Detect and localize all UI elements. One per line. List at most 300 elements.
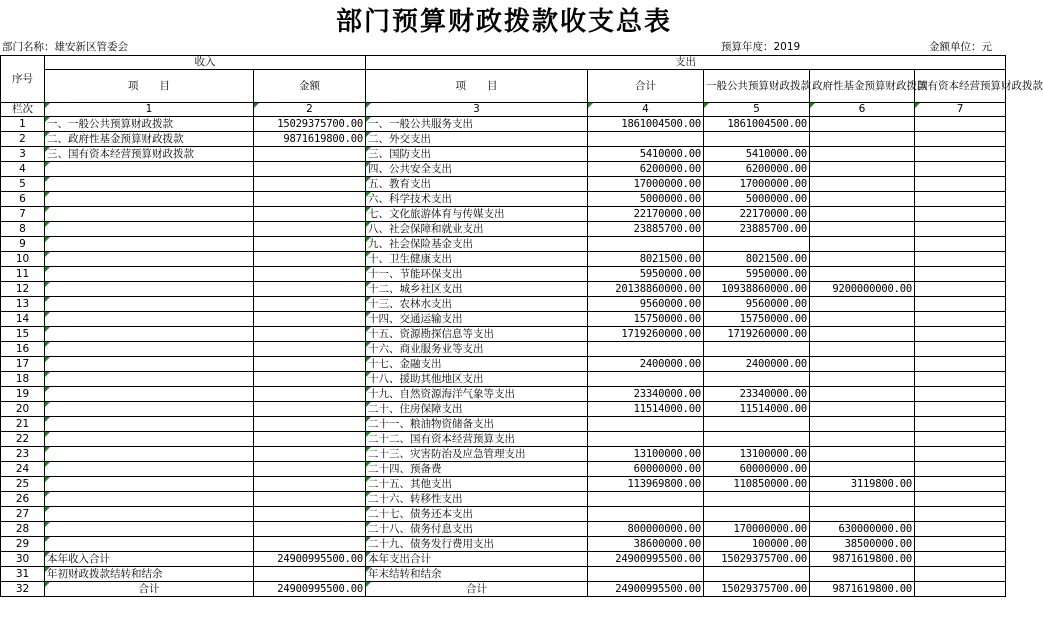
table-row [1, 222, 1006, 237]
expense-item-cell[interactable]: 十一、节能环保支出 [366, 267, 588, 282]
income-amount-cell[interactable] [254, 192, 366, 207]
col-label-cell[interactable]: 栏次 [1, 103, 45, 117]
table-row [1, 342, 1006, 357]
table-row [1, 432, 1006, 447]
income-amount-cell[interactable] [254, 492, 366, 507]
expense-item-cell[interactable]: 二十八、债务付息支出 [366, 522, 588, 537]
income-amount-cell[interactable] [254, 357, 366, 372]
income-item-cell[interactable] [45, 507, 254, 522]
income-item-cell[interactable] [45, 402, 254, 417]
general-amount-cell[interactable] [704, 237, 810, 252]
soe-amount-cell[interactable] [915, 237, 1006, 252]
expense-item-cell[interactable]: 七、文化旅游体育与传媒支出 [366, 207, 588, 222]
expense-item-cell[interactable]: 五、教育支出 [366, 177, 588, 192]
total-amount-cell[interactable]: 15750000.00 [588, 312, 704, 327]
general-budget-header[interactable]: 一般公共预算财政拨款 [704, 70, 810, 103]
col-number-cell[interactable]: 2 [254, 103, 366, 117]
row-seq-cell[interactable]: 26 [1, 492, 45, 507]
total-amount-cell[interactable]: 38600000.00 [588, 537, 704, 552]
income-item-cell[interactable] [45, 477, 254, 492]
fund-amount-cell[interactable]: 3119800.00 [810, 477, 915, 492]
income-item-cell[interactable] [45, 207, 254, 222]
total-amount-cell[interactable]: 13100000.00 [588, 447, 704, 462]
fund-amount-cell[interactable] [810, 237, 915, 252]
general-amount-cell[interactable]: 1861004500.00 [704, 117, 810, 132]
soe-amount-cell[interactable] [915, 282, 1006, 297]
income-item-cell[interactable] [45, 432, 254, 447]
income-amount-cell[interactable] [254, 402, 366, 417]
row-seq-cell[interactable]: 1 [1, 117, 45, 132]
soe-amount-cell[interactable] [915, 582, 1006, 597]
fund-amount-cell[interactable] [810, 462, 915, 477]
income-amount-cell[interactable] [254, 237, 366, 252]
table-row [1, 162, 1006, 177]
income-amount-cell[interactable] [254, 372, 366, 387]
fund-amount-cell[interactable] [810, 417, 915, 432]
table-row [1, 567, 1006, 582]
expense-item-cell[interactable]: 合计 [366, 582, 588, 597]
row-seq-cell[interactable]: 31 [1, 567, 45, 582]
income-item-cell[interactable] [45, 327, 254, 342]
income-item-cell[interactable] [45, 177, 254, 192]
income-item-cell[interactable] [45, 237, 254, 252]
soe-amount-cell[interactable] [915, 417, 1006, 432]
table-row [1, 417, 1006, 432]
expense-item-cell[interactable]: 十八、援助其他地区支出 [366, 372, 588, 387]
row-seq-cell[interactable]: 32 [1, 582, 45, 597]
expense-item-cell[interactable]: 十九、自然资源海洋气象等支出 [366, 387, 588, 402]
income-amount-cell[interactable] [254, 327, 366, 342]
general-amount-cell[interactable]: 23885700.00 [704, 222, 810, 237]
income-amount-cell[interactable] [254, 297, 366, 312]
row-seq-cell[interactable]: 20 [1, 402, 45, 417]
total-amount-cell[interactable]: 22170000.00 [588, 207, 704, 222]
table-row [1, 462, 1006, 477]
row-seq-cell[interactable]: 5 [1, 177, 45, 192]
general-amount-cell[interactable]: 22170000.00 [704, 207, 810, 222]
fund-amount-cell[interactable] [810, 147, 915, 162]
soe-amount-cell[interactable] [915, 522, 1006, 537]
row-seq-cell[interactable]: 12 [1, 282, 45, 297]
expense-item-cell[interactable]: 十六、商业服务业等支出 [366, 342, 588, 357]
total-amount-cell[interactable]: 23885700.00 [588, 222, 704, 237]
income-item-cell[interactable]: 一、一般公共预算财政拨款 [45, 117, 254, 132]
income-amount-cell[interactable] [254, 477, 366, 492]
soe-amount-cell[interactable] [915, 387, 1006, 402]
income-amount-cell[interactable] [254, 462, 366, 477]
col-number-cell[interactable]: 6 [810, 103, 915, 117]
soe-amount-cell[interactable] [915, 327, 1006, 342]
general-amount-cell[interactable]: 2400000.00 [704, 357, 810, 372]
expense-item-cell[interactable]: 二十五、其他支出 [366, 477, 588, 492]
income-item-cell[interactable] [45, 417, 254, 432]
soe-amount-cell[interactable] [915, 492, 1006, 507]
soe-amount-cell[interactable] [915, 537, 1006, 552]
total-amount-cell[interactable] [588, 417, 704, 432]
fund-amount-cell[interactable] [810, 492, 915, 507]
expense-item-cell[interactable]: 十二、城乡社区支出 [366, 282, 588, 297]
fund-amount-cell[interactable] [810, 507, 915, 522]
general-amount-cell[interactable] [704, 432, 810, 447]
income-item-cell[interactable] [45, 387, 254, 402]
fund-amount-cell[interactable] [810, 117, 915, 132]
income-item-cell[interactable] [45, 267, 254, 282]
row-seq-cell[interactable]: 18 [1, 372, 45, 387]
soe-amount-cell[interactable] [915, 132, 1006, 147]
currency-unit: 金额单位：元 [929, 41, 992, 53]
income-item-header[interactable]: 项 目 [45, 70, 254, 103]
soe-budget-header[interactable]: 国有资本经营预算财政拨款 [915, 70, 1006, 103]
income-item-cell[interactable]: 年初财政拨款结转和结余 [45, 567, 254, 582]
income-group-header[interactable]: 收入 [45, 56, 366, 70]
general-amount-cell[interactable]: 8021500.00 [704, 252, 810, 267]
income-amount-cell[interactable]: 15029375700.00 [254, 117, 366, 132]
soe-amount-cell[interactable] [915, 342, 1006, 357]
general-amount-cell[interactable] [704, 507, 810, 522]
total-amount-cell[interactable]: 1719260000.00 [588, 327, 704, 342]
fund-amount-cell[interactable]: 38500000.00 [810, 537, 915, 552]
row-seq-cell[interactable]: 30 [1, 552, 45, 567]
income-item-cell[interactable] [45, 222, 254, 237]
fund-budget-header[interactable]: 政府性基金预算财政拨款 [810, 70, 915, 103]
general-amount-cell[interactable]: 10938860000.00 [704, 282, 810, 297]
col-number-cell[interactable]: 7 [915, 103, 1006, 117]
col-number-cell[interactable]: 1 [45, 103, 254, 117]
row-seq-cell[interactable]: 7 [1, 207, 45, 222]
total-amount-cell[interactable] [588, 372, 704, 387]
fund-amount-cell[interactable] [810, 327, 915, 342]
expense-item-cell[interactable]: 二十九、债务发行费用支出 [366, 537, 588, 552]
table-row [1, 492, 1006, 507]
table-row [1, 522, 1006, 537]
total-amount-cell[interactable]: 9560000.00 [588, 297, 704, 312]
income-amount-header[interactable]: 金额 [254, 70, 366, 103]
expense-item-cell[interactable]: 六、科学技术支出 [366, 192, 588, 207]
table-row [1, 117, 1006, 132]
row-seq-cell[interactable]: 23 [1, 447, 45, 462]
table-row [1, 267, 1006, 282]
general-amount-cell[interactable]: 170000000.00 [704, 522, 810, 537]
income-amount-cell[interactable] [254, 252, 366, 267]
soe-amount-cell[interactable] [915, 402, 1006, 417]
income-amount-cell[interactable] [254, 282, 366, 297]
general-amount-cell[interactable] [704, 342, 810, 357]
fund-amount-cell[interactable]: 9871619800.00 [810, 552, 915, 567]
income-amount-cell[interactable] [254, 507, 366, 522]
expense-item-cell[interactable]: 二十六、转移性支出 [366, 492, 588, 507]
expense-item-cell[interactable]: 二十七、债务还本支出 [366, 507, 588, 522]
total-amount-cell[interactable]: 17000000.00 [588, 177, 704, 192]
general-amount-cell[interactable]: 5410000.00 [704, 147, 810, 162]
income-amount-cell[interactable] [254, 267, 366, 282]
fund-amount-cell[interactable] [810, 372, 915, 387]
soe-amount-cell[interactable] [915, 222, 1006, 237]
income-amount-cell[interactable] [254, 222, 366, 237]
general-amount-cell[interactable]: 9560000.00 [704, 297, 810, 312]
income-item-cell[interactable]: 三、国有资本经营预算财政拨款 [45, 147, 254, 162]
income-item-cell[interactable]: 合计 [45, 582, 254, 597]
total-amount-cell[interactable] [588, 132, 704, 147]
row-seq-cell[interactable]: 28 [1, 522, 45, 537]
row-seq-cell[interactable]: 16 [1, 342, 45, 357]
expense-item-cell[interactable]: 四、公共安全支出 [366, 162, 588, 177]
general-amount-cell[interactable]: 15029375700.00 [704, 582, 810, 597]
general-amount-cell[interactable]: 110850000.00 [704, 477, 810, 492]
income-item-cell[interactable] [45, 282, 254, 297]
soe-amount-cell[interactable] [915, 192, 1006, 207]
table-row [1, 312, 1006, 327]
total-amount-cell[interactable]: 11514000.00 [588, 402, 704, 417]
general-amount-cell[interactable]: 100000.00 [704, 537, 810, 552]
soe-amount-cell[interactable] [915, 372, 1006, 387]
row-seq-cell[interactable]: 14 [1, 312, 45, 327]
fund-amount-cell[interactable] [810, 432, 915, 447]
col-number-cell[interactable]: 4 [588, 103, 704, 117]
fund-amount-cell[interactable] [810, 132, 915, 147]
fund-amount-cell[interactable] [810, 162, 915, 177]
income-item-cell[interactable] [45, 192, 254, 207]
total-amount-cell[interactable]: 5410000.00 [588, 147, 704, 162]
soe-amount-cell[interactable] [915, 567, 1006, 582]
row-seq-cell[interactable]: 13 [1, 297, 45, 312]
income-item-cell[interactable] [45, 492, 254, 507]
total-amount-cell[interactable]: 60000000.00 [588, 462, 704, 477]
income-item-cell[interactable] [45, 522, 254, 537]
table-row [1, 477, 1006, 492]
total-amount-cell[interactable]: 20138860000.00 [588, 282, 704, 297]
soe-amount-cell[interactable] [915, 252, 1006, 267]
income-amount-cell[interactable]: 24900995500.00 [254, 582, 366, 597]
income-amount-cell[interactable] [254, 342, 366, 357]
total-amount-cell[interactable]: 23340000.00 [588, 387, 704, 402]
fund-amount-cell[interactable]: 9871619800.00 [810, 582, 915, 597]
general-amount-cell[interactable]: 13100000.00 [704, 447, 810, 462]
total-amount-cell[interactable] [588, 507, 704, 522]
general-amount-cell[interactable] [704, 567, 810, 582]
total-amount-cell[interactable]: 1861004500.00 [588, 117, 704, 132]
income-item-cell[interactable] [45, 357, 254, 372]
row-seq-cell[interactable]: 24 [1, 462, 45, 477]
soe-amount-cell[interactable] [915, 297, 1006, 312]
income-amount-cell[interactable] [254, 522, 366, 537]
soe-amount-cell[interactable] [915, 447, 1006, 462]
total-amount-cell[interactable] [588, 342, 704, 357]
row-seq-cell[interactable]: 3 [1, 147, 45, 162]
general-amount-cell[interactable]: 11514000.00 [704, 402, 810, 417]
fund-amount-cell[interactable] [810, 567, 915, 582]
fund-amount-cell[interactable] [810, 387, 915, 402]
department-name: 部门名称：雄安新区管委会 [2, 41, 128, 53]
fund-amount-cell[interactable]: 9200000000.00 [810, 282, 915, 297]
fund-amount-cell[interactable] [810, 342, 915, 357]
income-item-cell[interactable] [45, 312, 254, 327]
expense-item-header[interactable]: 项 目 [366, 70, 588, 103]
row-seq-cell[interactable]: 21 [1, 417, 45, 432]
expense-item-cell[interactable]: 年末结转和结余 [366, 567, 588, 582]
expense-item-cell[interactable]: 八、社会保障和就业支出 [366, 222, 588, 237]
income-item-cell[interactable] [45, 342, 254, 357]
total-amount-cell[interactable] [588, 492, 704, 507]
fund-amount-cell[interactable] [810, 402, 915, 417]
expense-item-cell[interactable]: 二十一、粮油物资储备支出 [366, 417, 588, 432]
general-amount-cell[interactable]: 6200000.00 [704, 162, 810, 177]
column-header-row [1, 70, 1006, 103]
expense-item-cell[interactable]: 二十四、预备费 [366, 462, 588, 477]
total-amount-cell[interactable] [588, 432, 704, 447]
expense-group-header[interactable]: 支出 [366, 56, 1006, 70]
expense-item-cell[interactable]: 十、卫生健康支出 [366, 252, 588, 267]
income-amount-cell[interactable] [254, 537, 366, 552]
row-seq-cell[interactable]: 2 [1, 132, 45, 147]
general-amount-cell[interactable]: 5950000.00 [704, 267, 810, 282]
income-item-cell[interactable]: 本年收入合计 [45, 552, 254, 567]
table-row [1, 252, 1006, 267]
fund-amount-cell[interactable] [810, 447, 915, 462]
total-amount-cell[interactable]: 24900995500.00 [588, 582, 704, 597]
fund-amount-cell[interactable]: 630000000.00 [810, 522, 915, 537]
row-seq-cell[interactable]: 10 [1, 252, 45, 267]
income-amount-cell[interactable] [254, 207, 366, 222]
soe-amount-cell[interactable] [915, 477, 1006, 492]
income-amount-cell[interactable] [254, 147, 366, 162]
general-amount-cell[interactable]: 1719260000.00 [704, 327, 810, 342]
table-row [1, 327, 1006, 342]
general-amount-cell[interactable]: 15750000.00 [704, 312, 810, 327]
expense-item-cell[interactable]: 二十三、灾害防治及应急管理支出 [366, 447, 588, 462]
soe-amount-cell[interactable] [915, 312, 1006, 327]
row-seq-cell[interactable]: 19 [1, 387, 45, 402]
row-seq-cell[interactable]: 27 [1, 507, 45, 522]
fund-amount-cell[interactable] [810, 357, 915, 372]
total-amount-cell[interactable]: 800000000.00 [588, 522, 704, 537]
row-seq-cell[interactable]: 11 [1, 267, 45, 282]
fund-amount-cell[interactable] [810, 207, 915, 222]
expense-item-cell[interactable]: 一、一般公共服务支出 [366, 117, 588, 132]
expense-item-cell[interactable]: 十七、金融支出 [366, 357, 588, 372]
soe-amount-cell[interactable] [915, 552, 1006, 567]
budget-table [0, 55, 1043, 597]
income-item-cell[interactable] [45, 297, 254, 312]
fund-amount-cell[interactable] [810, 252, 915, 267]
soe-amount-cell[interactable] [915, 117, 1006, 132]
report-title: 部门预算财政拨款收支总表 [335, 7, 672, 37]
total-amount-cell[interactable] [588, 237, 704, 252]
total-amount-cell[interactable]: 5000000.00 [588, 192, 704, 207]
general-amount-cell[interactable] [704, 372, 810, 387]
general-amount-cell[interactable] [704, 132, 810, 147]
expense-item-cell[interactable]: 十三、农林水支出 [366, 297, 588, 312]
total-amount-cell[interactable]: 8021500.00 [588, 252, 704, 267]
table-row [1, 402, 1006, 417]
budget-year: 预算年度：2019 [721, 41, 801, 53]
expense-item-cell[interactable]: 十四、交通运输支出 [366, 312, 588, 327]
expense-item-cell[interactable]: 二、外交支出 [366, 132, 588, 147]
total-amount-cell[interactable]: 24900995500.00 [588, 552, 704, 567]
expense-item-cell[interactable]: 本年支出合计 [366, 552, 588, 567]
soe-amount-cell[interactable] [915, 462, 1006, 477]
soe-amount-cell[interactable] [915, 357, 1006, 372]
income-item-cell[interactable] [45, 537, 254, 552]
col-number-cell[interactable]: 3 [366, 103, 588, 117]
soe-amount-cell[interactable] [915, 207, 1006, 222]
general-amount-cell[interactable]: 23340000.00 [704, 387, 810, 402]
income-amount-cell[interactable] [254, 432, 366, 447]
soe-amount-cell[interactable] [915, 267, 1006, 282]
col-number-cell[interactable]: 5 [704, 103, 810, 117]
general-amount-cell[interactable] [704, 492, 810, 507]
row-seq-cell[interactable]: 9 [1, 237, 45, 252]
row-seq-cell[interactable]: 15 [1, 327, 45, 342]
soe-amount-cell[interactable] [915, 507, 1006, 522]
row-seq-cell[interactable]: 29 [1, 537, 45, 552]
fund-amount-cell[interactable] [810, 312, 915, 327]
income-item-cell[interactable] [45, 162, 254, 177]
income-item-cell[interactable] [45, 252, 254, 267]
income-amount-cell[interactable] [254, 417, 366, 432]
row-seq-cell[interactable]: 4 [1, 162, 45, 177]
expense-item-cell[interactable]: 二十、住房保障支出 [366, 402, 588, 417]
seq-header[interactable]: 序号 [1, 56, 45, 103]
general-amount-cell[interactable]: 15029375700.00 [704, 552, 810, 567]
income-amount-cell[interactable] [254, 387, 366, 402]
general-amount-cell[interactable]: 60000000.00 [704, 462, 810, 477]
total-amount-cell[interactable]: 2400000.00 [588, 357, 704, 372]
income-item-cell[interactable] [45, 447, 254, 462]
income-item-cell[interactable]: 二、政府性基金预算财政拨款 [45, 132, 254, 147]
row-seq-cell[interactable]: 8 [1, 222, 45, 237]
income-amount-cell[interactable]: 24900995500.00 [254, 552, 366, 567]
income-amount-cell[interactable] [254, 447, 366, 462]
total-amount-cell[interactable]: 113969800.00 [588, 477, 704, 492]
fund-amount-cell[interactable] [810, 267, 915, 282]
row-seq-cell[interactable]: 25 [1, 477, 45, 492]
soe-amount-cell[interactable] [915, 147, 1006, 162]
fund-amount-cell[interactable] [810, 177, 915, 192]
income-item-cell[interactable] [45, 462, 254, 477]
income-amount-cell[interactable] [254, 162, 366, 177]
general-amount-cell[interactable] [704, 417, 810, 432]
row-seq-cell[interactable]: 22 [1, 432, 45, 447]
soe-amount-cell[interactable] [915, 162, 1006, 177]
table-row [1, 582, 1006, 597]
fund-amount-cell[interactable] [810, 192, 915, 207]
general-amount-cell[interactable]: 5000000.00 [704, 192, 810, 207]
expense-item-cell[interactable]: 九、社会保险基金支出 [366, 237, 588, 252]
expense-item-cell[interactable]: 十五、资源勘探信息等支出 [366, 327, 588, 342]
expense-item-cell[interactable]: 三、国防支出 [366, 147, 588, 162]
expense-item-cell[interactable]: 二十二、国有资本经营预算支出 [366, 432, 588, 447]
income-item-cell[interactable] [45, 372, 254, 387]
fund-amount-cell[interactable] [810, 222, 915, 237]
income-amount-cell[interactable] [254, 312, 366, 327]
row-seq-cell[interactable]: 17 [1, 357, 45, 372]
table-row [1, 447, 1006, 462]
total-amount-cell[interactable]: 5950000.00 [588, 267, 704, 282]
income-amount-cell[interactable]: 9871619800.00 [254, 132, 366, 147]
total-amount-cell[interactable] [588, 567, 704, 582]
total-header[interactable]: 合计 [588, 70, 704, 103]
table-row [1, 282, 1006, 297]
row-seq-cell[interactable]: 6 [1, 192, 45, 207]
income-amount-cell[interactable] [254, 567, 366, 582]
general-amount-cell[interactable]: 17000000.00 [704, 177, 810, 192]
soe-amount-cell[interactable] [915, 432, 1006, 447]
table-row [1, 297, 1006, 312]
total-amount-cell[interactable]: 6200000.00 [588, 162, 704, 177]
soe-amount-cell[interactable] [915, 177, 1006, 192]
income-amount-cell[interactable] [254, 177, 366, 192]
fund-amount-cell[interactable] [810, 297, 915, 312]
